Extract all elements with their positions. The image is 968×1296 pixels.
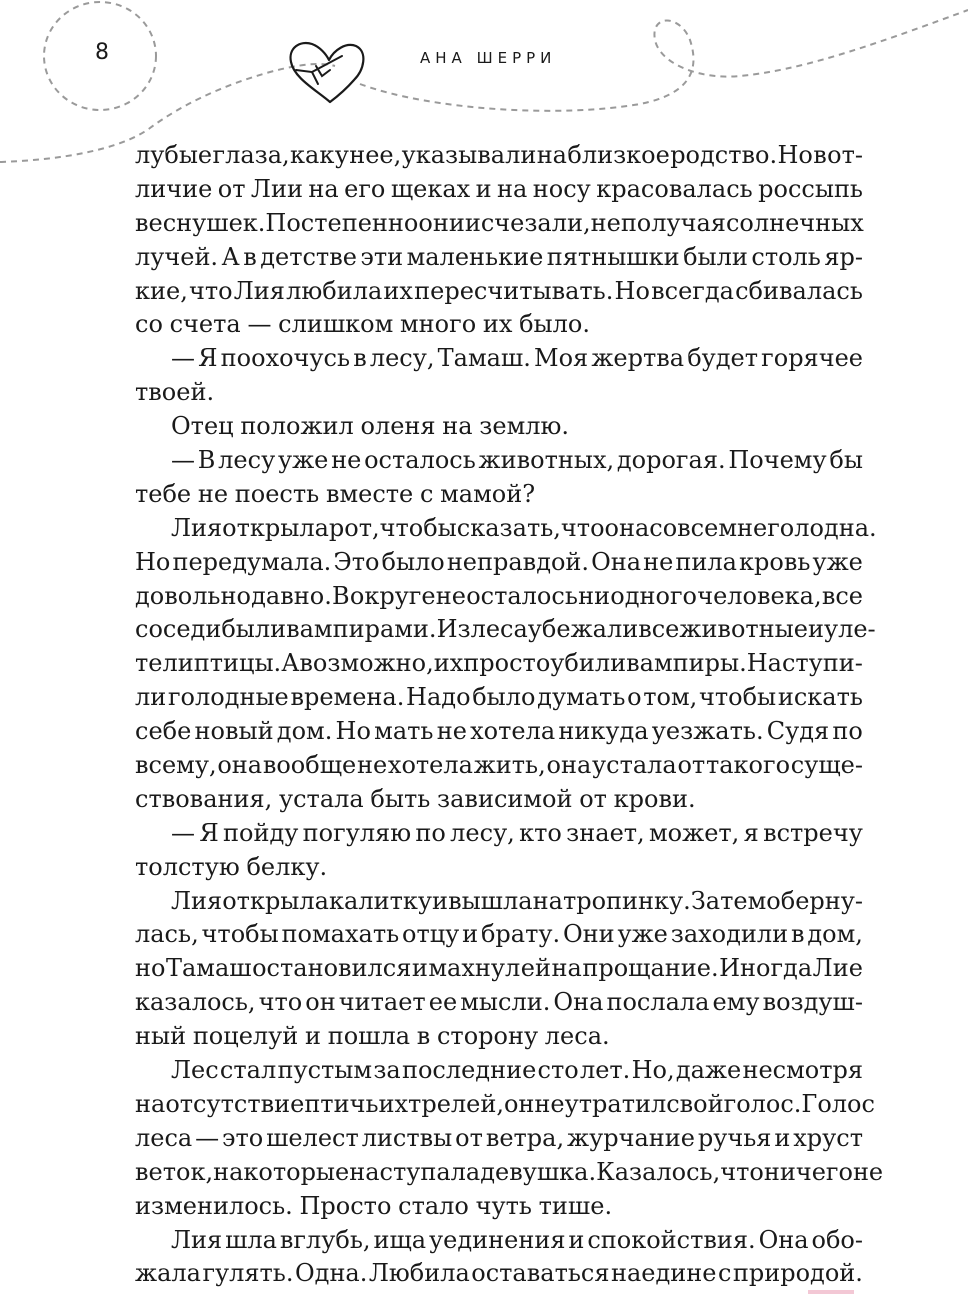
text-line: казалось, что он читает ее мысли. Она послала ему воздуш- [135,988,863,1017]
text-line: Лия шла вглубь, ища уединения и спокойствия. Она обо- [171,1225,863,1254]
text-line: себе новый дом. Но мать не хотела никуда уезжать. Судя по [135,717,863,746]
page-number: 8 [95,40,109,65]
text-line: соседи были вампирами. Из леса убежали все животные и уле- [135,615,876,644]
text-line: на отсутствие птичьих трелей, он не утратил свой голос. Голос [135,1089,875,1118]
text-line: лась, чтобы помахать отцу и брату. Они уже заходили в дом, [135,920,863,949]
highlight-mark [808,1290,854,1294]
text-line: тели птицы. А возможно, их просто убили вампиры. Наступи- [135,649,863,678]
text-line: кие, что Лия любила их пересчитывать. Но всегда сбивалась [135,276,863,305]
text-line: — Я пойду погуляю по лесу, кто знает, может, я встречу [171,818,863,847]
text-line: Но передумала. Это было неправдой. Она не пила кровь уже [135,547,863,576]
text-line: со счета — слишком много их было. [135,310,590,339]
text-line: Отец положил оленя на землю. [171,412,570,441]
text-line: твоей. [135,378,215,407]
text-line: Лия открыла калитку и вышла на тропинку. Затем оберну- [171,886,863,915]
text-line: веснушек. Постепенно они исчезали, не получая солнечных [135,208,864,237]
text-line: всему, она вообще не хотела жить, она устала от такого суще- [135,751,863,780]
text-line: — В лесу уже не осталось животных, дорогая. Почему бы [171,446,863,475]
text-line: жала гулять. Одна. Любила оставаться наедине с природой. [135,1259,863,1288]
running-head-author: АНА ШЕРРИ [420,49,557,67]
text-line: ствования, устала быть зависимой от крови. [135,784,696,813]
text-line: лучей. А в детстве эти маленькие пятнышки были столь яр- [135,242,863,271]
text-line: личие от Лии на его щеках и на носу красовалась россыпь [135,174,863,203]
body-text [135,139,884,1291]
text-line: довольно давно. В округе не осталось ни одного человека, все [135,581,863,610]
text-line: леса — это шелест листвы от ветра, журчание ручья и хруст [135,1123,863,1152]
text-line: ный поцелуй и пошла в сторону леса. [135,1022,610,1051]
heart-arrow-icon [291,43,364,102]
text-line: веток, на которые наступала девушка. Казалось, что ничего не [135,1157,884,1186]
text-line: ли голодные времена. Надо было думать о том, чтобы искать [135,683,863,712]
text-line: Лес стал пустым за последние сто лет. Но, даже несмотря [171,1056,863,1085]
text-line: Лия открыла рот, чтобы сказать, что она совсем не голодна. [171,513,877,542]
text-line: изменилось. Просто стало чуть тише. [135,1191,613,1220]
text-line: — Я поохочусь в лесу, Тамаш. Моя жертва будет горячее [171,344,863,373]
text-line: тебе не поесть вместе с мамой? [135,479,536,508]
text-line: толстую белку. [135,852,328,881]
text-line: но Тамаш остановился и махнул ей на прощание. Иногда Лие [135,954,863,983]
text-line: лубые глаза, как у нее, указывали на близкое родство. Но в от- [135,141,863,169]
